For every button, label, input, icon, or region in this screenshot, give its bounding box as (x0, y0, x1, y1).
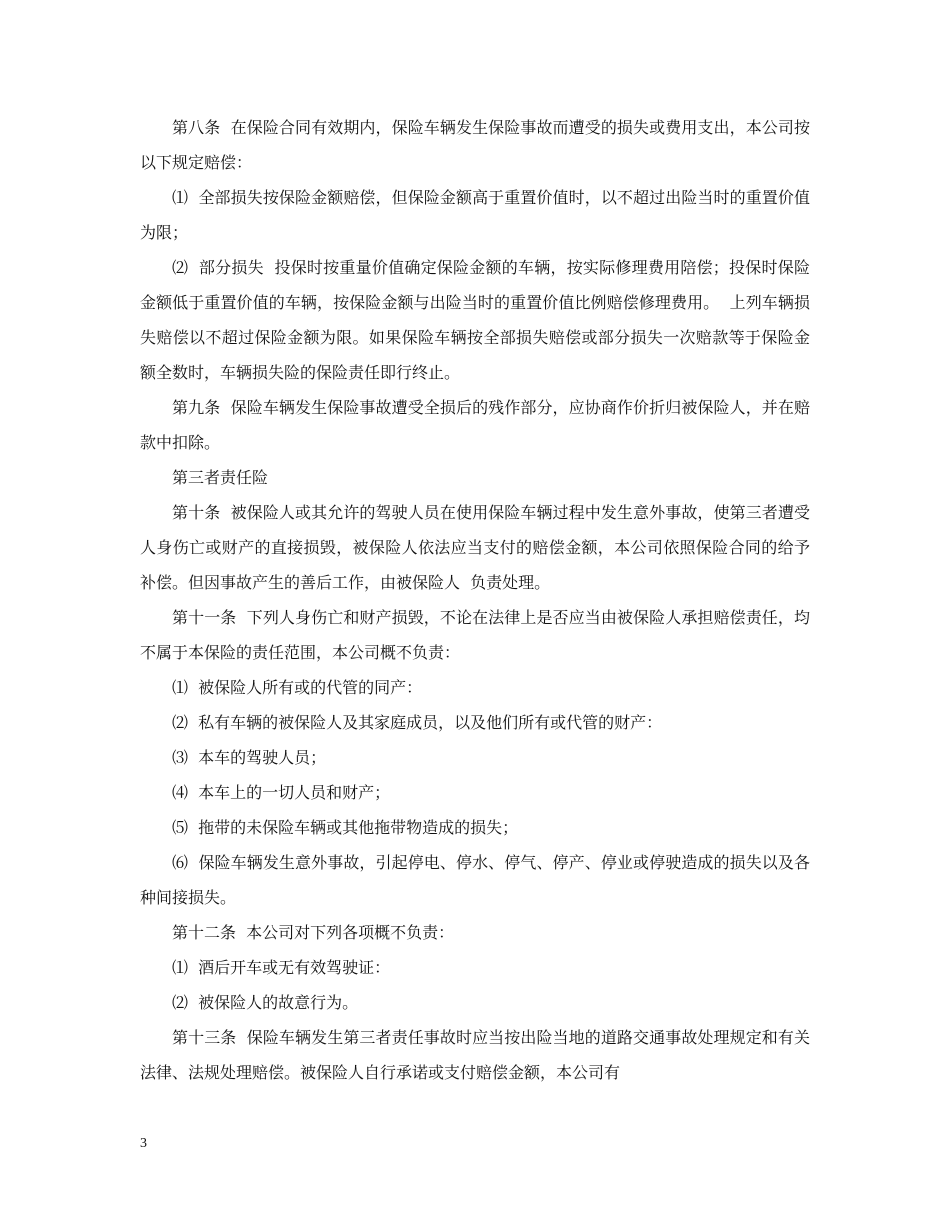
paragraph-item-2-c: ⑵ 被保险人的故意行为。 (172, 993, 359, 1012)
paragraph-article-9: 第九条 保险车辆发生保险事故遭受全损后的残作部分，应协商作价折归被保险人，并在赔款中扣除。 (140, 398, 810, 452)
paragraph-item-1: ⑴ 全部损失按保险金额赔偿，但保险金额高于重置价值时，以不超过出险当时的重置价值为限； (140, 188, 810, 242)
paragraph-article-12: 第十二条 本公司对下列各项概不负责： (172, 923, 455, 942)
paragraph-item-1-b: ⑴ 被保险人所有或的代管的同产： (172, 678, 423, 697)
section-heading-third-party-liability: 第三者责任险 (172, 468, 269, 487)
paragraph-item-2: ⑵ 部分损失 投保时按重量价值确定保险金额的车辆，按实际修理费用陪偿；投保时保险金额低于重置价值的车辆，按保险金额与出险当时的重置价值比例赔偿修理费用。 上列车辆损失赔偿以不超过保险金额为限。如果保险车辆按全部损失赔偿或部分损失一次赔款等于保险金额全数时，车辆损失险的保险责任即行终止。 (140, 258, 810, 382)
paragraph-article-8: 第八条 在保险合同有效期内，保险车辆发生保险事故而遭受的损失或费用支出，本公司按以下规定赔偿： (140, 118, 810, 172)
paragraph-item-1-c: ⑴ 酒后开车或无有效驾驶证： (172, 958, 391, 977)
paragraph-item-2-b: ⑵ 私有车辆的被保险人及其家庭成员，以及他们所有或代管的财产： (172, 713, 663, 732)
paragraph-article-10: 第十条 被保险人或其允许的驾驶人员在使用保险车辆过程中发生意外事故，使第三者遭受人身伤亡或财产的直接损毁，被保险人依法应当支付的赔偿金额，本公司依照保险合同的给予补偿。但因事故产生的善后工作，由被保险人 负责处理。 (140, 503, 810, 592)
paragraph-item-3: ⑶ 本车的驾驶人员； (172, 748, 327, 767)
page-number: 3 (140, 1136, 147, 1151)
paragraph-item-6: ⑹ 保险车辆发生意外事故，引起停电、停水、停气、停产、停业或停驶造成的损失以及各种间接损失。 (140, 853, 810, 907)
paragraph-item-5: ⑸ 拖带的未保险车辆或其他拖带物造成的损失； (172, 818, 519, 837)
paragraph-article-11: 第十一条 下列人身伤亡和财产损毁，不论在法律上是否应当由被保险人承担赔偿责任，均不属于本保险的责任范围，本公司概不负责： (140, 608, 810, 662)
document-body (140, 110, 810, 1090)
paragraph-item-4: ⑷ 本车上的一切人员和财产； (172, 783, 391, 802)
paragraph-article-13: 第十三条 保险车辆发生第三者责任事故时应当按出险当地的道路交通事故处理规定和有关法律、法规处理赔偿。被保险人自行承诺或支付赔偿金额，本公司有 (140, 1028, 810, 1082)
